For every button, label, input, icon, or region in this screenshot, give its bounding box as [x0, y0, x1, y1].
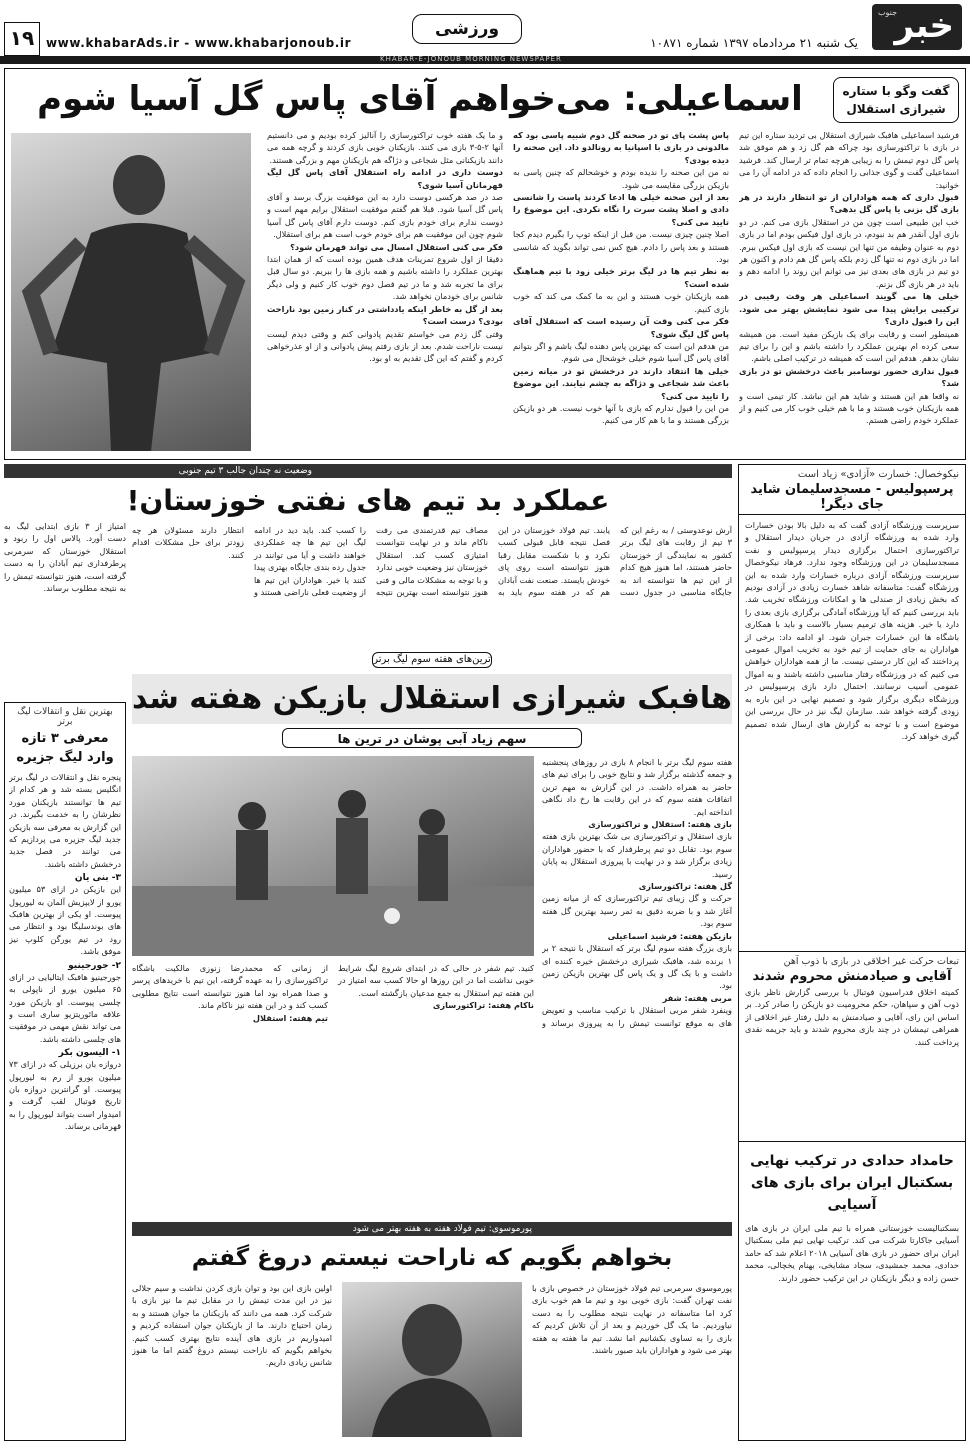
masthead — [0, 0, 970, 64]
box3-body: بسکتبالیست خوزستانی همراه با تیم ملی ایران در بازی های آسیایی جاکارتا شرکت می کند. ترکیب نهایی تیم ملی بسکتبال ایران برای حضور در بازی های آسیایی ۲۰۱۸ اعلام شد که حامد حدادی، محمد جمشیدی، سجاد مشایخی، بهنام یخچالی، محمد حسن زاده و دیگر بازیکنان در این ترکیب حضور دارند. — [745, 1223, 959, 1283]
lead-kicker-box — [833, 77, 959, 123]
question: قبول داری که همه هواداران از تو انتظار دارند در هر بازی گل بزنی یا پاس گل بدهی؟ — [739, 192, 959, 215]
date-issue: یک شنبه ۲۱ مردادماه ۱۳۹۷ شماره ۱۰۸۷۱ — [650, 36, 858, 50]
question: قبول نداری حضور نوسامبر باعث درخشش تو در بازی شد؟ — [739, 365, 959, 389]
match-photo — [132, 756, 534, 956]
bottom-kicker: پورموسوی: تیم فولاد هفته به هفته بهتر می شود — [132, 1222, 732, 1236]
question: بعد از این صحنه خیلی ها ادعا کردند پاست را شانسی دادی و اصلا پشت سرت را نگاه نکردی. این موضوع را تایید می کنی؟ — [513, 192, 729, 227]
box2-kicker: تبعات حرکت غیر اخلاقی در بازی با ذوب آهن — [783, 956, 959, 967]
right-body: سرپرست ورزشگاه آزادی گفت که به دلیل بالا بودن خسارات وارد شده به ورزشگاه آزادی در جریان دیدار استقلال و تراکتورسازی احتمال برگزاری دیدار پرسپولیس و نفت مسجدسلیمان در این ورزشگاه وجود ندارد. فرهاد نیکوخصال سرپرست ورزشگاه آزادی درباره خسارات وارد شده به این ورزشگاه گفت: متاسفانه شاهد خسارت زیادی در آزادی بودیم که بخش زیادی از صندلی ها و امکانات ورزشگاه تخریب شد. باید بررسی کنیم که آیا ورزشگاه آمادگی برگزاری بازی بعدی را دارد یا خیر. هزینه های ترمیم بسیار بالاست و باید با همکاری باشگاه ها این خسارات جبران شود. او ادامه داد: برخی از هواداران به جای حمایت از تیم خود به تخریب اموال عمومی پرداختند که این کار درستی نیست. ما از همه هواداران خواهش می کنیم که در ورزشگاه رفتار مناسبی داشته باشند و به اموال عمومی آسیب نرسانند. احتمال دارد بازی پرسپولیس در ورزشگاه دیگری برگزار شود و تصمیم نهایی در این باره به زودی گرفته خواهد شد. سازمان لیگ نیز در حال بررسی این موضوع است و با توجه به گزارش های ارسال شده تصمیم گیری خواهد کرد. — [745, 520, 959, 741]
subhead: گل هفته: تراکتورسازی — [638, 881, 732, 892]
question: به نظر تیم ها در لیگ برتر خیلی زود با تیم هماهنگ شده است؟ — [513, 266, 729, 289]
question: فکر می کنی استقلال امسال می تواند قهرمان شود؟ — [290, 241, 503, 252]
box2-body: کمیته اخلاق فدراسیون فوتبال با بررسی گزارش ناظر بازی ذوب آهن و سپاهان، حکم محرومیت دو بازیکن را صادر کرد. بر اساس این رای، آقایی و صیادمنش به دلیل رفتار غیر اخلاقی از همراهی تیمشان در چند بازی محروم شدند و باید جریمه نقدی پرداخت کنند. — [745, 987, 959, 1047]
question: خیلی ها انتقاد دارند در درخشش تو در میانه زمین باعث شد شجاعی و دژاگه به چشم نیایند. این موضوع را تایید می کنی؟ — [513, 365, 729, 401]
logo — [872, 4, 962, 50]
tagline: KHABAR-E-JONOUB MORNING NEWSPAPER — [380, 55, 562, 63]
bottom-col-2: اولین بازی این بود و توان بازی کردن نداشت و سیم ‌جلالی نیز در این مدت تیمش را در مقابل تیم ما نیز بازی با شرکت کرد. همه می دانند که بازیکنان ما جوان هستند و به زمان احتیاج دارند. ما از بازیکنان جوان استفاده کردیم و امیدواریم در بازی های آینده نتایج بهتری کسب کنیم. بخواهم بگویم که ناراحت نیستم دروغ گفتم اما ما هنوز شانس زیادی داریم. — [132, 1283, 332, 1368]
lead-col-3: و ما یک هفته خوب تراکتورسازی را آنالیز کرده بودیم و می دانستیم آنها ۲-۵-۳ بازی می کنند. بازیکنان خوبی بازی کردند و گرچه همه می دانند بازیکنانی مثل شجاعی و دژاگه هم بازیکنان مهم و بزرگی هستند. دوست داری در ادامه راه استقلال آقای پاس گل لیگ قهرمانان آسیا شوی؟ صد در صد هرکسی دوست دارد به این موفقیت بزرگ برسد و آقای پاس گل آسیا شود. قبلا هم گفتم موفقیت استقلال برایم مهم است و دوست ندارم برای خودم بازی کنم. دوست دارم آقای پاس گل آسیا شوم چون این موفقیت هم برای خودم خوب است هم برای استقلال. فکر می کنی استقلال امسال می تواند قهرمان شود؟ دقیقا از اول شروع تمرینات هدف همین بوده است که از همان ابتدا بهترین عملکرد را داشته باشیم و همه بازی ها را ببریم. دو سال قبل برای ما تجربه شد و ما در تیم فصل دوم خوب کار کنیم و ولی دیگر شانس برای خودمان نخواهد شد. بعد از گل به خاطر اینکه یادداشتی در کنار زمین بود ناراحت بودی؟ درست است؟ وقتی گل زدم می خواستم تقدیم پادوانی کنم و وقتی دیدم لیست نیست ناراحت شدم. بعد از بازی رفتم پیش پادوانی و از او عذرخواهی کردم و گفتم که این گل تقدیم به او بود. — [267, 130, 503, 364]
box3-headline: حامداد حدادی در ترکیب نهایی بسکتبال ایران برای بازی های آسیایی — [750, 1153, 954, 1213]
center-col-1: هفته سوم لیگ برتر با انجام ۸ بازی در روزهای پنجشنبه و جمعه گذشته برگزار شد و نتایج خوبی را برای تیم های حاضر به همراه داشت. در این گزارش به مهم ترین اتفاقات هفته سوم که در این رقابت ها رخ داد نگاهی انداخته ایم. بازی هفته: استقلال و تراکتورسازی بازی استقلال و تراکتورسازی بی شک بهترین بازی هفته سوم بود. تقابل دو تیم پرطرفدار که با حضور هواداران زیادی برگزار شد و در نهایت با پیروزی استقلال به پایان رسید. گل هفته: تراکتورسازی حرکت و گل زیبای تیم تراکتورسازی که از میانه زمین آغاز شد و با ضربه دقیق به ثمر رسید بهترین گل هفته سوم بود. بازیکن هفته: فرشید اسماعیلی بازی بزرگ هفته سوم لیگ برتر که استقلال با نتیجه ۲ بر ۱ برنده شد، هافبک شیرازی درخشش خیره کننده ای داشت و با یک گل و یک پاس گل بهترین بازیکن زمین بود. مربی هفته: شفر وینفرد شفر مربی استقلال با ترکیب مناسب و تعویض های به موقع توانست تیمش را به پیروزی برساند و — [542, 757, 732, 1028]
center-headline: هافبک شیرازی استقلال بازیکن هفته شد — [132, 674, 732, 724]
subhead: تیم هفته: استقلال — [252, 1012, 328, 1023]
question: خیلی ها می گویند اسماعیلی هر وقت رقیبی در ترکیبی برایش پیدا می شود نمایشش بهتر می شود. این را قبول داری؟ — [739, 291, 959, 327]
section-label: ورزشی — [412, 14, 522, 44]
lead-headline: اسماعیلی: می‌خواهم آقای پاس گل آسیا شوم — [37, 79, 803, 119]
khuzestan-headline: عملکرد بد تیم های نفتی خوزستان! — [126, 484, 610, 517]
center-kicker: ترین‌های هفته سوم لیگ برتر — [372, 652, 492, 668]
lead-col-2: پاس پشت پای تو در صحنه گل دوم شبیه پاسی بود که مالدونی در بازی با اسپانیا به رونالدو داد. این صحنه را دیده بودی؟ نه من این صحنه را ندیده بودم و خوشحالم که چنین پاسی به بازیکن بزرگی مقایسه می شود. بعد از این صحنه خیلی ها ادعا کردند پاست را شانسی دادی و اصلا پشت سرت را نگاه نکردی. این موضوع را تایید می کنی؟ اصلا چنین چیزی نیست. من قبل از اینکه توپ را بگیرم دیدم کجا هستند و بعد پاس را دادم. هیچ کس نمی تواند بگوید که شانسی بود. به نظر تیم ها در لیگ برتر خیلی زود با تیم هماهنگ شده است؟ همه بازیکنان خوب هستند و این به ما کمک می کند که خوب بازی کنیم. فکر می کنی وقت آن رسیده است که استقلال آقای پاس گل لیگ شوی؟ من هدفم این است که بهترین پاس دهنده لیگ باشم و اگر بتوانم آقای پاس گل آسیا شوم خیلی خوشحال می شوم. خیلی ها انتقاد دارند در درخشش تو در میانه زمین باعث شد شجاعی و دژاگه به چشم نیایند. این موضوع را تایید می کنی؟ من این را قبول ندارم که بازی با آنها خوب نیست. هر دو بازیکن بزرگی هستند و ما با هم کار می کنیم. — [513, 130, 729, 426]
bottom-headline: بخواهم بگویم که ناراحت نیستم دروغ گفتم — [191, 1245, 673, 1271]
left-sub-1: ۳- بنی یان — [74, 873, 121, 884]
left-sub-2: ۲- جورجینیو — [68, 960, 121, 971]
logo-text: خبر — [894, 6, 954, 46]
khuzestan-kicker: وضعیت نه چندان جالب ۳ تیم جنوبی — [4, 464, 732, 478]
center-story — [132, 652, 732, 1032]
question: بعد از گل به خاطر اینکه یادداشتی در کنار زمین بود ناراحت بودی؟ درست است؟ — [267, 303, 503, 327]
tagline-bar — [0, 56, 970, 64]
subhead: مربی هفته: شفر — [662, 992, 732, 1003]
left-body-1: این بازیکن در ازای ۵۳ میلیون یورو از لایپزیش آلمان به لیورپول پیوست. او یکی از بهترین هافبک های بوندسلیگا بود و انتظار می رود در تیم یورگن کلوپ نیز موفق باشد. — [9, 884, 121, 957]
right-headline: پرسپولیس - مسجدسلیمان شاید جای دیگر! — [739, 480, 965, 515]
logo-subtext: جنوب — [878, 8, 898, 17]
page-number: ۱۹ — [4, 22, 40, 56]
coach-silhouette — [342, 1282, 522, 1437]
match-scene — [132, 756, 534, 956]
subhead: بازی هفته: استقلال و تراکتورسازی — [588, 819, 732, 830]
lead-col-1: فرشید اسماعیلی هافبک شیرازی استقلال بی تردید ستاره این تیم در بازی با تراکتورسازی بود چراکه هم گل زد و هم موفق شد پاس گل دوم تیمش را به زیبایی هرچه تمام تر ارسال کند. فرشید اسماعیلی گفت و گوی جذابی را انجام داده که در ادامه آن را می خوانید: قبول داری که همه هواداران از تو انتظار دارند در هر بازی گل بزنی یا پاس گل بدهی؟ خب این طبیعی است چون من در استقلال بازی می کنم. در دو بازی اول آنقدر هم بد نبودم، در بازی اول فیکس بودم اما در بازی دوم به عنوان وظیفه من تنها این نیست که بازی اول فیکس ببرم. اما در بازی دوم نه تنها گل زدم بلکه پاس گل هم دادم و اکنون هر دو تیم در بازی های بعدی نیز می توانم این روند را ادامه دهم و باید در هر بازی گل بزنم. خیلی ها می گویند اسماعیلی هر وقت رقیبی در ترکیبی برایش پیدا می شود نمایشش بهتر می شود. این را قبول داری؟ همینطور است و رقابت برای یک بازیکن مفید است. من همیشه سعی کرده ام بهترین عملکرد را داشته باشم و این را برای تیم نشان بدهم. هدفم این است که همیشه در ترکیب اصلی باشم. قبول نداری حضور نوسامبر باعث درخشش تو در بازی شد؟ نه واقعا هم این هستند و شاید هم این نباشد. کار تیمی است و همه بازیکنان خوب هستند و ما با هم خیلی خوب کار می کنیم و از عملکرد خودم راضی هستم. — [739, 130, 959, 426]
question: دوست داری در ادامه راه استقلال آقای پاس گل لیگ قهرمانان آسیا شوی؟ — [267, 167, 503, 190]
left-top-text: امتیاز از ۳ بازی ابتدایی لیگ به دست آورد. پالاس اول را ربود و استقلال خوزستان که سرمربی پرطرفداری تیم آبادان را به دست گرفته است، هنوز نتوانسته تیمش را به نتیجه مطلوب برساند. — [4, 521, 126, 594]
center-col-2: کنید. تیم شفر در حالی که در ابتدای شروع لیگ شرایط خوبی نداشت اما در این روزها او حالا کسب سه امتیاز در این هفته تیم استقلال به جمع مدعیان بازگشته است. ناکام هفته: تراکتورسازی از زمانی که محمدرضا زنوزی مالکیت باشگاه تراکتورسازی را به عهده گرفته، این تیم با خریدهای پرسر و صدا همراه بود اما هنوز نتوانسته است نتایج مطلوبی کسب کند و در این هفته نیز ناکام ماند. تیم هفته: استقلال — [132, 963, 534, 1023]
left-box — [4, 702, 126, 1441]
left-sidebar — [4, 520, 126, 1441]
left-body-2: جورجینیو هافبک ایتالیایی در ازای ۶۵ میلیون یورو از ناپولی به چلسی پیوست. او بازیکن مورد علاقه مائوریتزیو ساری است و می تواند نقش مهمی در موفقیت های چلسی داشته باشد. — [9, 971, 121, 1044]
right-box-2 — [739, 951, 965, 1131]
right-kicker: نیکوخصال: خسارت «آزادی» زیاد است — [797, 469, 959, 480]
khuzestan-body: آرش نوعدوستی / به رغم این که ۳ تیم از رقابت های لیگ برتر کشور به نمایندگی از خوزستان حاضر هستند، اما هنوز هیچ کدام از این تیم ها نتوانسته اند به جایگاه مناسبی در جدول دست یابند. تیم فولاد خوزستان در این فصل نتیجه قابل قبولی کسب نکرد و با شکست مقابل رقبا هنوز نتوانسته است روی پای خودش بایستد. صنعت نفت آبادان هم که در هفته سوم باید به مصاف تیم قدرتمندی می رفت ناکام ماند و در نهایت نتوانست امتیازی کسب کند. استقلال خوزستان نیز وضعیت خوبی ندارد و با توجه به مشکلات مالی و فنی هنوز نتوانسته است بهترین نتیجه را کسب کند. باید دید در ادامه لیگ این تیم ها چه عملکردی خواهند داشت و آیا می توانند در جدول رده بندی جایگاه بهتری پیدا کنند یا خیر. هواداران این تیم ها از وضعیت فعلی ناراضی هستند و انتظار دارند مسئولان هر چه زودتر برای حل مشکلات اقدام کنند. — [132, 525, 732, 598]
subhead: بازیکن هفته: فرشید اسماعیلی — [607, 930, 732, 941]
left-sub-3: ۱- الیسون بکر — [58, 1048, 121, 1059]
websites: www.khabarAds.ir - www.khabarjonoub.ir — [46, 36, 352, 50]
left-body: پنجره نقل و انتقالات در لیگ برتر انگلیس بسته شد و هر کدام از تیم ها توانستند بازیکنان مورد نظرشان را به خدمت بگیرند. در این گزارش به معرفی سه بازیکن جدید لیگ جزیره می پردازیم که می توانند در فصل جدید درخشش داشته باشند. — [9, 772, 121, 869]
lead-story — [4, 68, 966, 460]
right-sidebar — [738, 464, 966, 1441]
left-body-3: دروازه بان برزیلی که در ازای ۷۳ میلیون یورو از رم به لیورپول پیوست. او گرانترین دروازه بان تاریخ فوتبال لقب گرفت و امیدوار است بتواند لیورپول را به قهرمانی برساند. — [9, 1059, 121, 1132]
bottom-story — [132, 1222, 732, 1441]
box2-headline: آقایی و صیادمنش محروم شدند — [752, 969, 952, 984]
left-kicker: بهترین نقل و انتقالات لیگ برتر — [17, 707, 113, 727]
subhead: ناکام هفته: تراکتورسازی — [432, 1000, 534, 1011]
bottom-col-1: پورموسوی سرمربی تیم فولاد خوزستان در خصوص بازی با نفت تهران گفت: بازی خوبی بود و تیم ما هم خوب بازی کرد اما متاسفانه در نهایت نتیجه مطلوب را به دست نیاوردیم. ما یک گل خوردیم و بعد از آن تلاش کردیم که بازی را به تساوی بکشانیم اما نشد. تیم ما هفته به هفته بهتر می شود و هواداران باید صبور باشند. — [532, 1283, 732, 1356]
left-headline: معرفی ۳ تازه وارد لیگ جزیره — [16, 731, 114, 765]
question: پاس پشت پای تو در صحنه گل دوم شبیه پاسی بود که مالدونی در بازی با اسپانیا به رونالدو داد. این صحنه را دیده بودی؟ — [513, 130, 729, 165]
center-deck: سهم زیاد آبی پوشان در ترین ها — [282, 728, 582, 748]
lead-kicker: گفت وگو با ستاره شیرازی استقلال — [842, 84, 950, 116]
coach-photo — [342, 1282, 522, 1437]
player-silhouette — [11, 133, 251, 451]
question: فکر می کنی وقت آن رسیده است که استقلال آقای پاس گل لیگ شوی؟ — [513, 316, 729, 339]
player-photo — [11, 133, 251, 451]
right-box-3 — [739, 1141, 965, 1440]
